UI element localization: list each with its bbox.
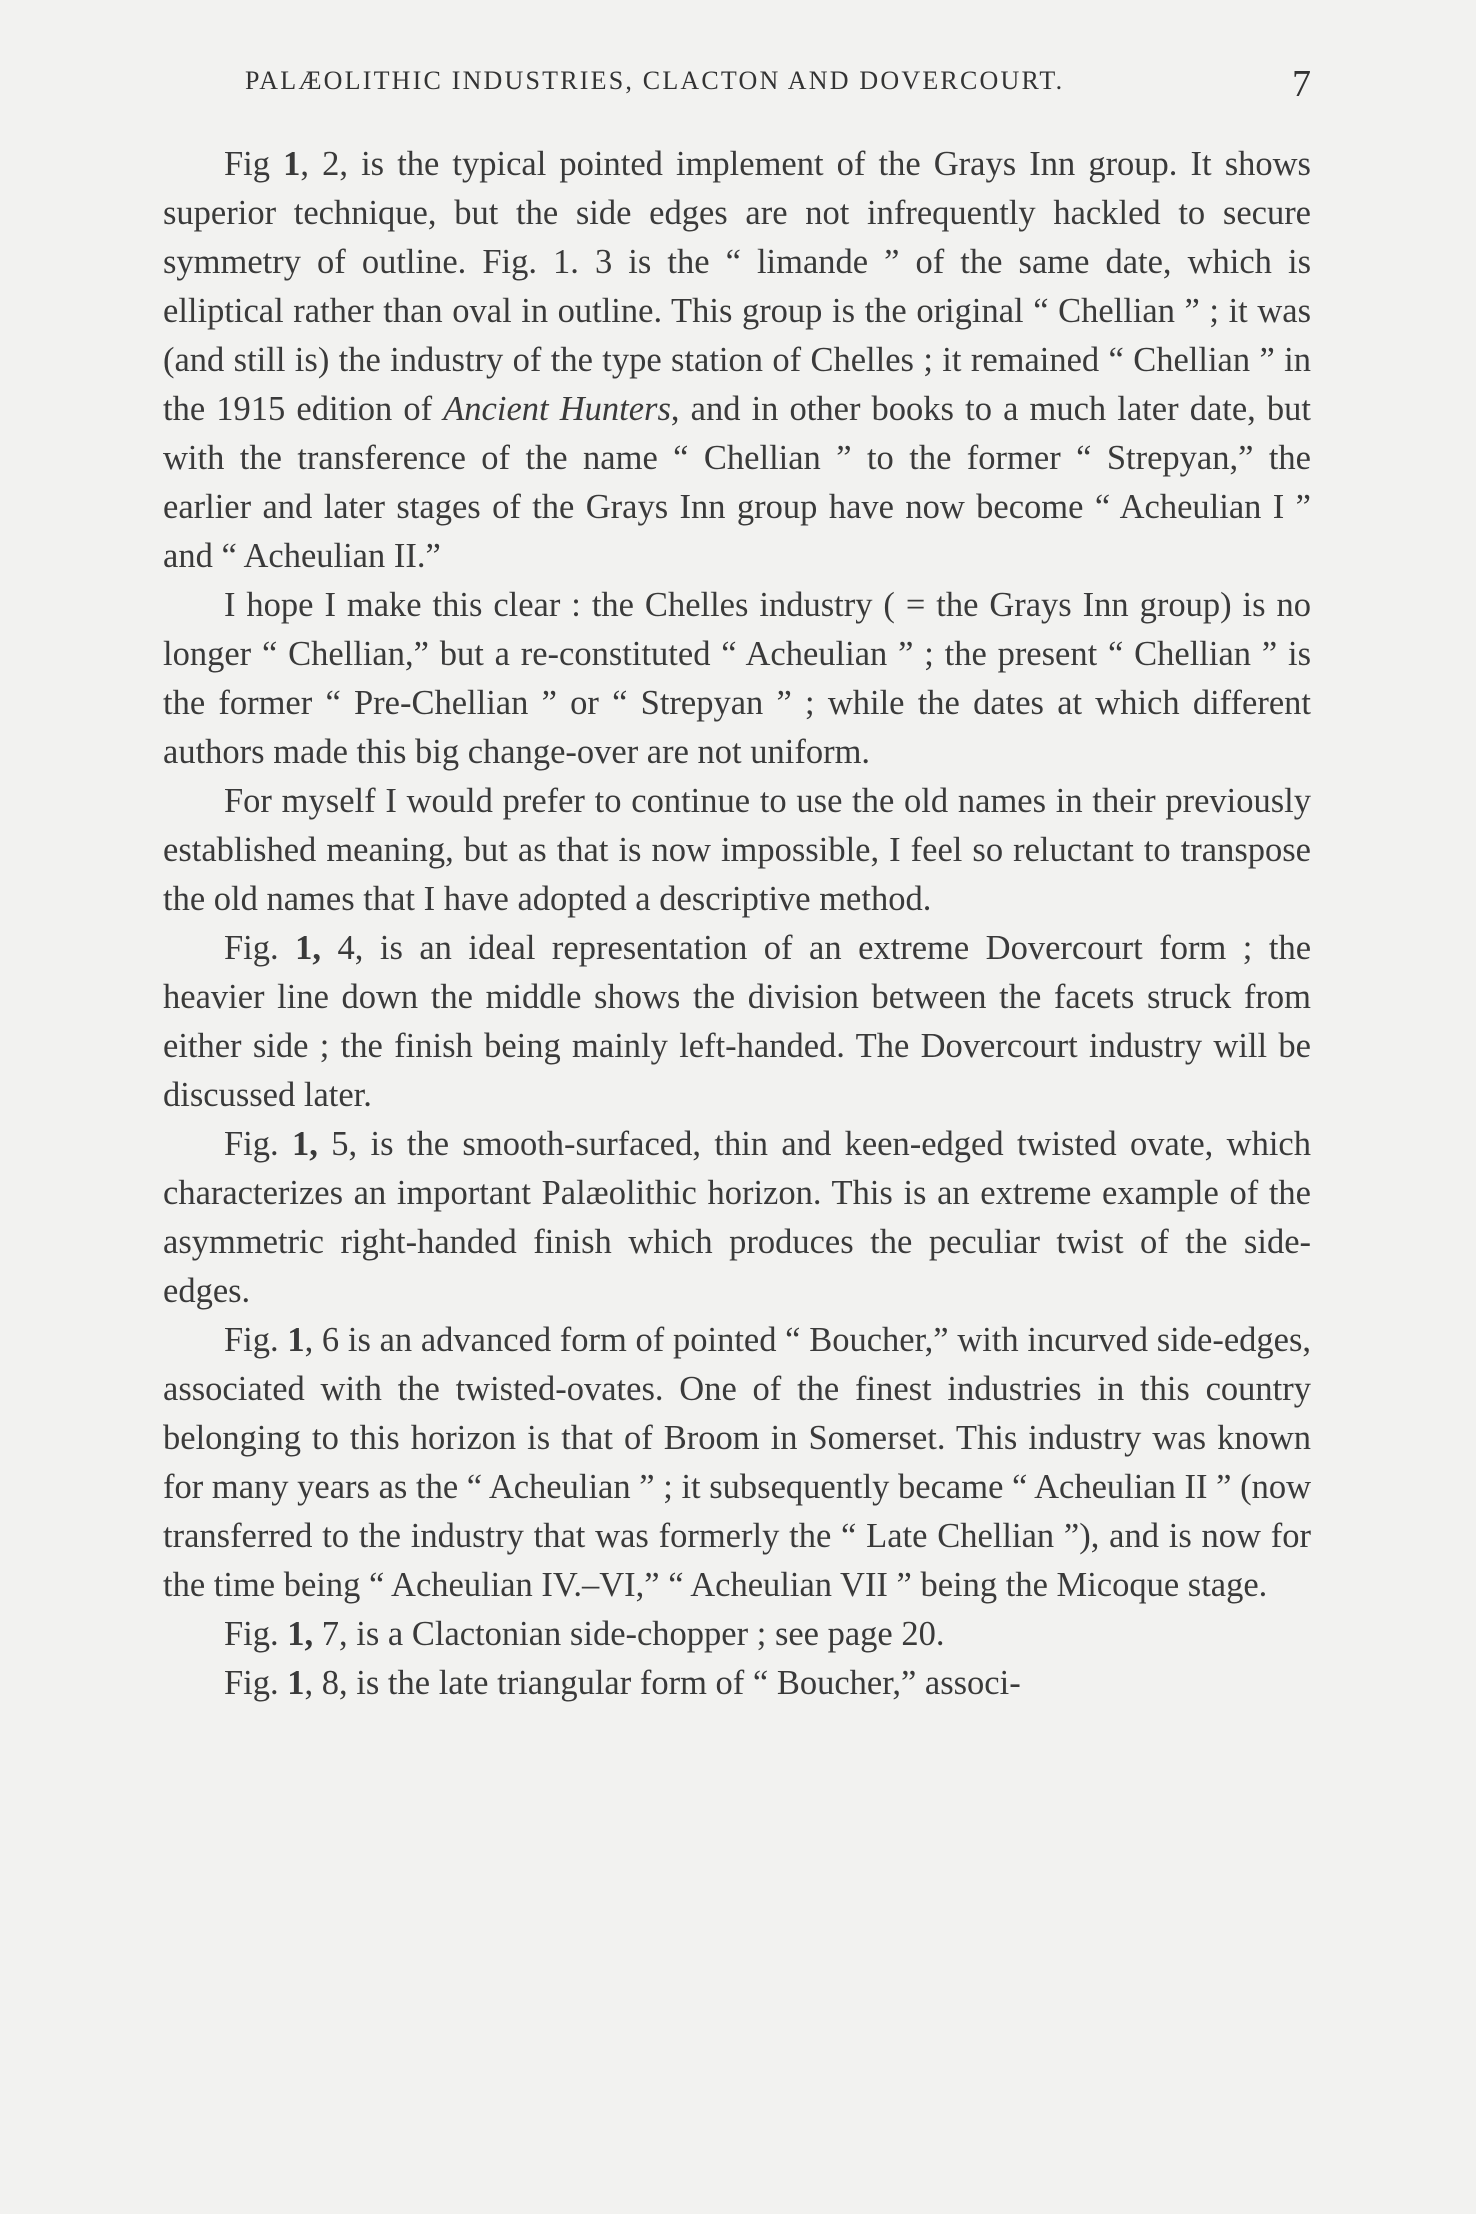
- fig-prefix: Fig: [224, 145, 284, 183]
- fig-number: 1: [287, 1321, 305, 1359]
- paragraph-text: For myself I would prefer to continue to use the old names in their previously established meaning, but as that is now impossible, I feel so reluctant to transpose the old names that I have adopted a descriptive method.: [163, 782, 1311, 918]
- paragraph-chelles-clarification: [163, 581, 1311, 777]
- paragraph-fig-1-6: [163, 1316, 1311, 1610]
- paragraph-text: 4, is an ideal representation of an extreme Dovercourt form ; the heavier line down the middle shows the division between the facets struck from either side ; the finish being mainly left-handed. The Dovercourt industry will be discussed later.: [163, 929, 1312, 1114]
- running-head: [163, 63, 1311, 116]
- paragraph-text: , 8, is the late triangular form of “ Boucher,” associ-: [304, 1664, 1021, 1702]
- fig-prefix: Fig.: [224, 1321, 288, 1359]
- body-text: [163, 140, 1311, 1708]
- paragraph-fig-1-2: [163, 140, 1311, 581]
- paragraph-fig-1-5: [163, 1120, 1311, 1316]
- paragraph-fig-1-7: [163, 1610, 1311, 1659]
- fig-prefix: Fig.: [224, 1664, 288, 1702]
- paragraph-descriptive-method: [163, 777, 1311, 924]
- fig-number: 1,: [292, 1125, 318, 1163]
- paragraph-text: 5, is the smooth-surfaced, thin and keen-edged twisted ovate, which characterizes an important Palæolithic horizon. This is an extreme example of the asymmetric right-handed finish which produces the peculiar twist of the side-edges.: [163, 1125, 1311, 1310]
- book-title: Ancient Hunters: [443, 390, 671, 428]
- paragraph-text: , and in other books to a much later date, but with the transference of the name “ Chellian ” to the former “ Strepyan,” the earlier and later stages of the Grays Inn group have now become “ Acheulian I ” and “ Acheulian II.”: [163, 390, 1311, 575]
- paragraph-text: I hope I make this clear : the Chelles industry ( = the Grays Inn group) is no longer “ Chellian,” but a re-constituted “ Acheulian ” ; the present “ Chellian ” is the former “ Pre-Chellian ” or “ Strepyan ” ; while the dates at which different authors made this big change-over are not uniform.: [163, 586, 1311, 771]
- page-number: 7: [1292, 63, 1311, 105]
- fig-number: 1,: [295, 929, 322, 967]
- paragraph-text: , 6 is an advanced form of pointed “ Boucher,” with incurved side-edges, associated with the twisted-ovates. One of the finest industries in this country belonging to this horizon is that of Broom in Somerset. This industry was known for many years as the “ Acheulian ” ; it subsequently became “ Acheulian II ” (now transferred to the industry that was formerly the “ Late Chellian ”), and is now for the time being “ Acheulian IV.–VI,” “ Acheulian VII ” being the Micoque stage.: [163, 1321, 1311, 1604]
- fig-prefix: Fig.: [224, 1615, 288, 1653]
- fig-number: 1: [287, 1664, 305, 1702]
- running-title: PALÆOLITHIC INDUSTRIES, CLACTON AND DOVERCOURT.: [245, 66, 1065, 95]
- paragraph-fig-1-8: [163, 1659, 1311, 1708]
- fig-prefix: Fig.: [224, 929, 296, 967]
- paragraph-text: 7, is a Clactonian side-chopper ; see page 20.: [313, 1615, 945, 1653]
- fig-number: 1,: [287, 1615, 314, 1653]
- paragraph-text: , 2, is the typical pointed implement of the Grays Inn group. It shows superior technique, but the side edges are not infrequently hackled to secure symmetry of outline. Fig. 1. 3 is the “ limande ” of the same date, which is elliptical rather than oval in outline. This group is the original “ Chellian ” ; it was (and still is) the industry of the type station of Chelles ; it remained “ Chellian ” in the 1915 edition of: [163, 145, 1311, 428]
- fig-number: 1: [283, 145, 301, 183]
- fig-prefix: Fig.: [224, 1125, 293, 1163]
- paragraph-fig-1-4: [163, 924, 1311, 1120]
